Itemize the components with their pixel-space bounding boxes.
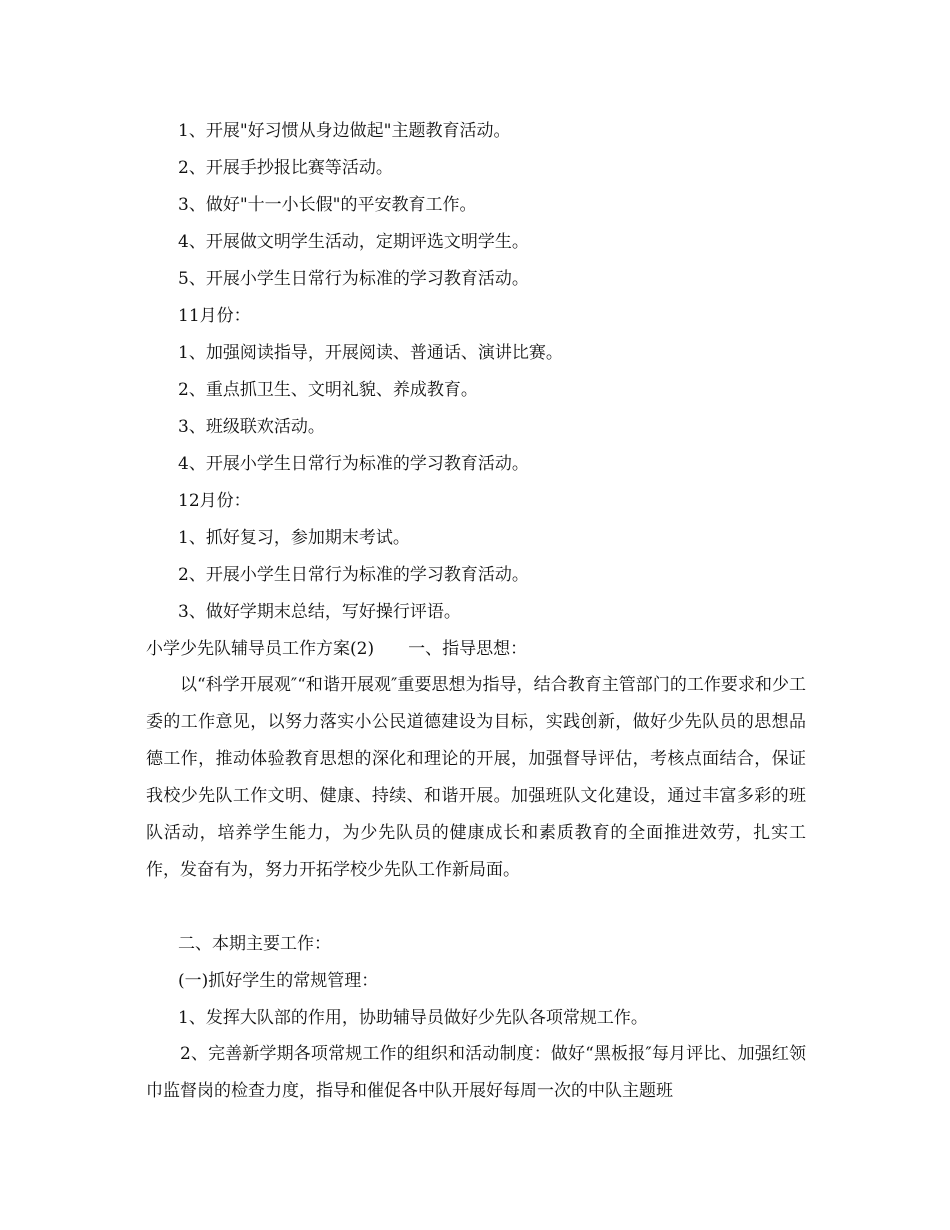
- october-item-2: 2、开展手抄报比赛等活动。: [178, 158, 393, 178]
- heading-two: 二、本期主要工作：: [178, 934, 331, 954]
- november-item-1: 1、加强阅读指导，开展阅读、普通话、演讲比赛。: [178, 343, 563, 363]
- october-item-1: 1、开展"好习惯从身边做起"主题教育活动。: [178, 121, 511, 141]
- guiding-paragraph: 以“科学开展观″“和谐开展观″重要思想为指导，结合教育主管部门的工作要求和少工委的工作意见，以努力落实小公民道德建设为目标，实践创新，做好少先队员的思想品德工作，推动体验教育思想的深化和理论的开展，加强督导评估，考核点面结合，保证我校少先队工作文明、健康、持续、和谐开展。加强班队文化建设，通过丰富多彩的班队活动，培养学生能力，为少先队员的健康成长和素质教育的全面推进效劳，扎实工作，发奋有为，努力开拓学校少先队工作新局面。: [146, 675, 806, 880]
- november-heading: 11月份：: [178, 306, 251, 326]
- section-title: 小学少先队辅导员工作方案(2) 一、指导思想：: [146, 639, 528, 659]
- december-item-3: 3、做好学期末总结，写好操行评语。: [178, 602, 461, 622]
- december-heading: 12月份：: [178, 491, 251, 511]
- november-item-3: 3、班级联欢活动。: [178, 417, 325, 437]
- item-two-paragraph: 2、完善新学期各项常规工作的组织和活动制度：做好“黑板报″每月评比、加强红领巾监督岗的检查力度，指导和催促各中队开展好每周一次的中队主题班: [146, 1044, 806, 1101]
- october-item-3: 3、做好"十一小长假"的平安教育工作。: [178, 195, 477, 215]
- november-item-4: 4、开展小学生日常行为标准的学习教育活动。: [178, 454, 529, 474]
- december-item-2: 2、开展小学生日常行为标准的学习教育活动。: [178, 565, 529, 585]
- november-item-2: 2、重点抓卫生、文明礼貌、养成教育。: [178, 380, 478, 400]
- october-item-4: 4、开展做文明学生活动，定期评选文明学生。: [178, 232, 529, 252]
- sub-heading-one: (一)抓好学生的常规管理：: [178, 971, 379, 991]
- december-item-1: 1、抓好复习，参加期末考试。: [178, 528, 410, 548]
- october-item-5: 5、开展小学生日常行为标准的学习教育活动。: [178, 269, 529, 289]
- item-one: 1、发挥大队部的作用，协助辅导员做好少先队各项常规工作。: [178, 1008, 648, 1028]
